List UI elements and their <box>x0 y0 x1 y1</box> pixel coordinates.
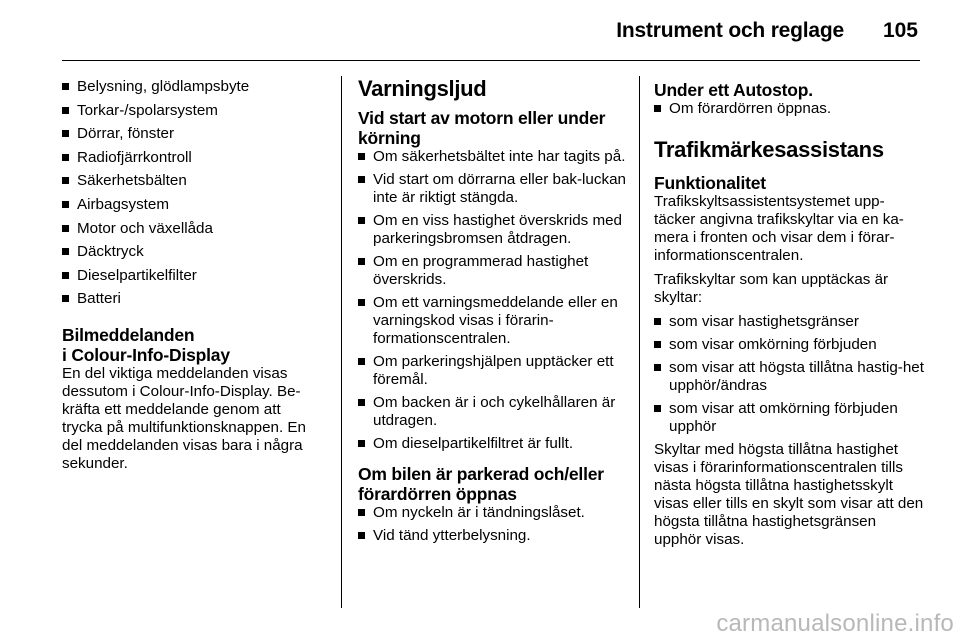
list-item: som visar att omkörning förbjuden upphör <box>654 400 924 436</box>
list-item: som visar omkörning förbjuden <box>654 336 924 354</box>
list-item: Batteri <box>62 290 324 308</box>
list-item: Om en programmerad hastighet överskrids. <box>358 253 626 289</box>
list-item: Belysning, glödlampsbyte <box>62 78 324 96</box>
column-2 <box>358 76 626 550</box>
list-item: Om backen är i och cykelhållaren är utdragen. <box>358 394 626 430</box>
subheading-parked: Om bilen är parkerad och/eller förardörren öppnas <box>358 464 604 504</box>
list-item: Airbagsystem <box>62 196 324 214</box>
subheading-start: Vid start av motorn eller under körning <box>358 108 606 148</box>
list-item: Säkerhetsbälten <box>62 172 324 190</box>
column-3 <box>654 80 924 555</box>
header-rule <box>62 60 920 61</box>
section-heading-messages <box>62 325 324 365</box>
list-item: Motor och växellåda <box>62 220 324 238</box>
warning-list-2 <box>358 504 626 545</box>
list-item: som visar hastighetsgränser <box>654 313 924 331</box>
list-item: Om en viss hastighet överskrids med parkeringsbromsen åtdragen. <box>358 212 626 248</box>
list-item: Däcktryck <box>62 243 324 261</box>
column-1 <box>62 78 324 479</box>
column-divider-1 <box>341 76 342 608</box>
list-item: Om dieselpartikelfiltret är fullt. <box>358 435 626 453</box>
list-item: Om nyckeln är i tändningslåset. <box>358 504 626 522</box>
watermark: carmanualsonline.info <box>716 610 954 637</box>
list-item: Dieselpartikelfilter <box>62 267 324 285</box>
sign-list <box>654 313 924 436</box>
paragraph: Skyltar med högsta tillåtna hastighet visas i förarinformationscentralen tills nästa högsta tillåtna hastighetsskylt visas eller tills en skylt som visar att den högsta tillåtna hastighetsgränsen upphör visas. <box>654 441 924 548</box>
page-number: 105 <box>882 19 918 42</box>
paragraph: Trafikskyltar som kan upptäckas är skyltar: <box>654 271 889 306</box>
page-title: Instrument och reglage <box>616 19 844 42</box>
warning-list-1 <box>358 148 626 453</box>
heading-line: Bilmeddelanden <box>62 324 195 345</box>
subheading-autostop: Under ett Autostop. <box>654 80 813 100</box>
list-item: Om säkerhetsbältet inte har tagits på. <box>358 148 626 166</box>
column-divider-2 <box>639 76 640 608</box>
list-item: Radiofjärrkontroll <box>62 149 324 167</box>
heading-line: i Colour-Info-Display <box>62 344 230 365</box>
list-item: Om ett varningsmeddelande eller en varningskod visas i förarin-formationscentralen. <box>358 294 626 348</box>
list-item: Vid tänd ytterbelysning. <box>358 527 626 545</box>
paragraph: Trafikskyltsassistentsystemet upp-täcker angivna trafikskyltar via en ka-mera i fronten och visar dem i förar-informationscentralen. <box>654 193 904 264</box>
list-item: Dörrar, fönster <box>62 125 324 143</box>
page-header <box>62 0 918 60</box>
list-item: Torkar-/spolarsystem <box>62 102 324 120</box>
topic-list <box>62 78 324 308</box>
section-title-warning-sounds: Varningsljud <box>358 76 487 101</box>
list-item: som visar att högsta tillåtna hastig-het upphör/ändras <box>654 359 924 395</box>
list-item: Vid start om dörrarna eller bak-luckan inte är riktigt stängda. <box>358 171 626 207</box>
autostop-list <box>654 100 924 118</box>
list-item: Om parkeringshjälpen upptäcker ett föremål. <box>358 353 626 389</box>
list-item: Om förardörren öppnas. <box>654 100 924 118</box>
paragraph: En del viktiga meddelanden visas dessutom i Colour-Info-Display. Be-kräfta ett meddelande genom att trycka på multifunktionsknappen. En del meddelanden visas bara i några sekunder. <box>62 364 306 472</box>
subheading-functionality: Funktionalitet <box>654 173 766 193</box>
section-title-traffic-sign: Trafikmärkesassistans <box>654 137 884 162</box>
